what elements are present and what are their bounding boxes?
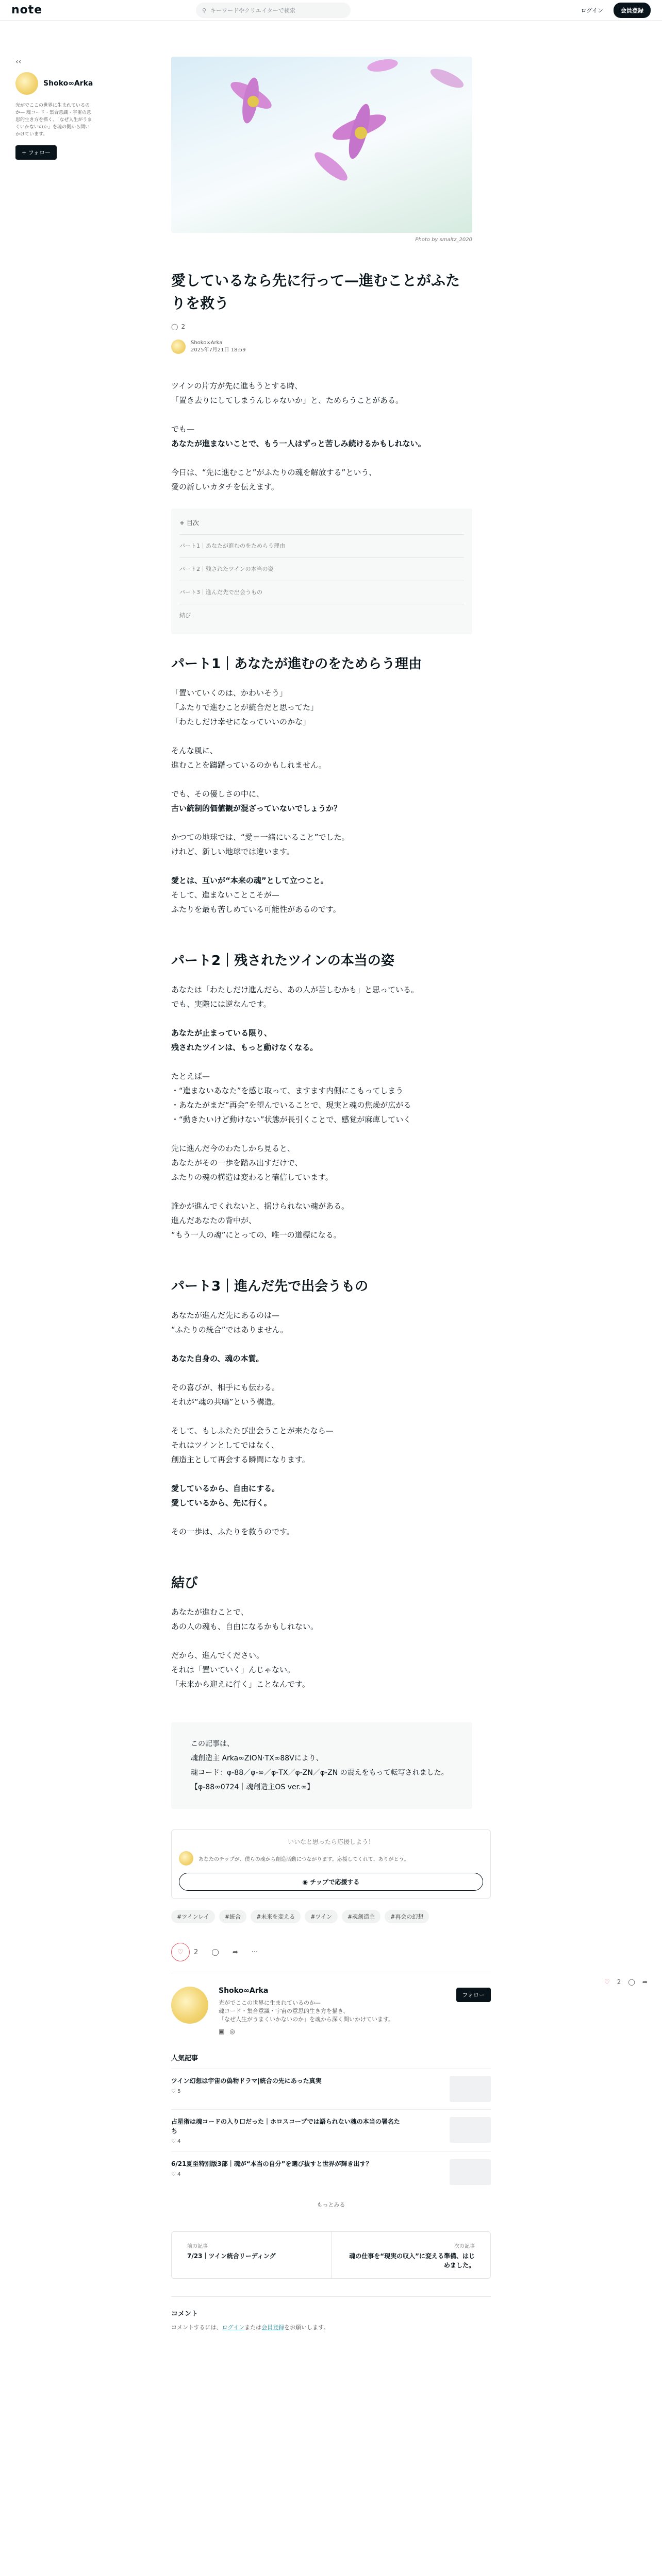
tag[interactable]: #再会の幻想 xyxy=(385,1910,429,1923)
sidebar-follow-label: フォロー xyxy=(28,149,51,156)
user-plus-icon: + xyxy=(22,149,28,156)
note-line: 魂コード：φ-88／φ-∞／φ-TX／φ-ZN／φ-ZN の震えをもって転写されました。 xyxy=(191,1769,449,1777)
tip-icon: ◉ xyxy=(302,1878,310,1886)
popular-articles xyxy=(171,2053,491,2209)
sidebar-creator[interactable] xyxy=(15,72,93,95)
rss-icon[interactable]: ◎ xyxy=(229,2028,235,2035)
article-main xyxy=(171,57,491,2331)
toc-item[interactable]: 結び xyxy=(179,604,464,627)
share-icon[interactable]: ➦ xyxy=(232,1948,238,1956)
paragraph: あなたは「わたしだけ進んだら、あの人が苦しむかも」と思っている。 でも、実際には逆なんです。 xyxy=(171,985,419,1009)
comment-icon[interactable]: ◯ xyxy=(211,1948,219,1956)
comment-section xyxy=(171,2296,491,2331)
article-title: 愛しているなら先に行って—進むことがふたりを救う xyxy=(171,272,460,312)
tag[interactable]: #未来を変える xyxy=(251,1910,301,1923)
paragraph: 「置いていくのは、かわいそう」 「ふたりで進むことが統合だと思ってた」 「わたしだけ幸せになっていいのかな」 xyxy=(171,688,319,726)
like-button[interactable] xyxy=(171,1943,190,1961)
popular-heading: 人気記事 xyxy=(171,2055,198,2062)
comment-login-link[interactable]: ログイン xyxy=(222,2324,245,2331)
comment-icon: ◯ xyxy=(171,323,178,330)
section-heading: パート2｜残されたツインの本当の姿 xyxy=(171,953,394,969)
tag[interactable]: #ツインレイ xyxy=(171,1910,215,1923)
author-card-bio: 光がでここの世界に生まれているのか— 魂コード・集合意識・宇宙の意思的生き方を描き、 「なぜ人生がうまくいかないのか」を魂から深く問いかけています。 xyxy=(219,1999,394,2023)
prev-label: 前の記事 xyxy=(187,2244,208,2249)
popular-thumbnail[interactable] xyxy=(450,2076,491,2102)
comment-icon[interactable]: ◯ xyxy=(628,1978,635,1986)
section-heading: 結び xyxy=(171,1575,198,1591)
floating-actions xyxy=(604,1978,648,1986)
sidebar-follow-button[interactable] xyxy=(15,145,57,160)
like-count: 2 xyxy=(617,1978,621,1986)
list-item[interactable] xyxy=(171,2069,491,2109)
more-link[interactable]: もっとみる xyxy=(317,2201,345,2208)
note-logo[interactable]: note xyxy=(11,4,43,16)
author-name[interactable]: Shoko∞Arka xyxy=(191,340,223,346)
popular-title[interactable]: 占星術は魂コードの入り口だった｜ホロスコープでは語られない魂の本当の署名たち xyxy=(171,2118,400,2134)
toc-item[interactable]: パート1｜あなたが進むのをためらう理由 xyxy=(179,534,464,557)
search-input[interactable] xyxy=(196,3,351,18)
login-link[interactable]: ログイン xyxy=(581,7,603,14)
note-line: 魂創造主 Arka∞ZION·TX∞88Vにより、 xyxy=(191,1754,323,1762)
section-heading: パート1｜あなたが進むのをためらう理由 xyxy=(171,656,422,672)
next-label: 次の記事 xyxy=(454,2244,475,2249)
paragraph: その一歩は、ふたりを救うのです。 xyxy=(171,1527,294,1536)
author-card-follow-button[interactable]: フォロー xyxy=(456,1988,491,2002)
paragraph: あなたが進むことで、 あの人の魂も、自由になるかもしれない。 xyxy=(171,1607,319,1631)
toc-item[interactable]: パート3｜進んだ先で出会うもの xyxy=(179,581,464,604)
popular-title[interactable]: ツイン幻想は宇宙の偽物ドラマ|統合の先にあった真実 xyxy=(171,2077,322,2084)
popular-title[interactable]: 6/21夏至特別版3部｜魂が“本当の自分”を選び抜すと世界が輝き出す？ xyxy=(171,2160,372,2167)
author-card xyxy=(171,1974,491,2035)
hero-image xyxy=(171,57,472,233)
popular-thumbnail[interactable] xyxy=(450,2159,491,2185)
article-body xyxy=(171,379,472,1809)
prev-article[interactable] xyxy=(172,2232,332,2278)
plus-icon: + xyxy=(179,519,187,527)
article-actions xyxy=(171,1943,491,1961)
paragraph: だから、進んでください。 それは「置いていく」んじゃない。 「未来から迎えに行く」ことなんです。 xyxy=(171,1651,310,1689)
tip-box xyxy=(171,1829,491,1899)
tag-list xyxy=(171,1910,491,1923)
sidebar-bio: 光がでここの世界に生まれているのか— 魂コード・集合意識・宇宙の意思的生き方を描く、「なぜ人生がうまくいかないのか」を魂の側から問いかけています。 xyxy=(15,103,92,137)
author-avatar[interactable] xyxy=(171,340,186,354)
search-placeholder: キーワードやクリエイターで検索 xyxy=(210,7,295,14)
comment-heading: コメント xyxy=(171,2310,198,2318)
tag[interactable]: #統合 xyxy=(219,1910,246,1923)
paragraph: 先に進んだ今のわたしから見ると、 あなたがその一歩を踏み出すだけで、 ふたりの魂の構造は変わると確信しています。 xyxy=(171,1144,333,1182)
article-author[interactable] xyxy=(171,340,491,354)
intro-paragraph: ツインの片方が先に進もうとする時、 「置き去りにしてしまうんじゃないか」と、ためらうことがある。 xyxy=(171,381,404,405)
like-count: 2 xyxy=(181,323,186,330)
avatar[interactable] xyxy=(15,72,38,95)
creator-sidebar xyxy=(15,58,93,160)
list-item[interactable] xyxy=(171,2151,491,2192)
tip-avatar xyxy=(179,1851,193,1866)
paragraph: その喜びが、相手にも伝わる。 それが“魂の共鳴”という構造。 xyxy=(171,1383,280,1406)
search-icon: ⚲ xyxy=(202,7,207,14)
paragraph: あなた自身の、魂の本質。 xyxy=(171,1354,264,1363)
paragraph: あなたが止まっている限り、 残されたツインは、もっと動けなくなる。 xyxy=(171,1028,318,1052)
note-line: 【φ-88∞0724｜魂創造主OS ver.∞】 xyxy=(191,1783,315,1791)
tip-button-label: チップで応援する xyxy=(310,1878,360,1886)
next-title[interactable]: 魂の仕事を“現実の収入”に変える準備、はじめました。 xyxy=(349,2252,475,2269)
popular-likes: ♡ 4 xyxy=(171,2172,181,2177)
popular-likes: ♡ 4 xyxy=(171,2139,181,2144)
author-card-name[interactable]: Shoko∞Arka xyxy=(219,1987,269,1995)
table-of-contents xyxy=(171,509,472,634)
intro-paragraph: でも— あなたが進まないことで、もう一人はずっと苦しみ続けるかもしれない。 xyxy=(171,425,426,448)
paragraph: そんな風に、 進むことを躊躇っているのかもしれません。 xyxy=(171,746,326,770)
note-line: この記事は、 xyxy=(191,1740,234,1748)
next-article[interactable] xyxy=(332,2232,491,2278)
section-heading: パート3｜進んだ先で出会うもの xyxy=(171,1279,369,1294)
chevron-left-icon[interactable]: ‹‹ xyxy=(15,58,22,66)
tip-message-row xyxy=(179,1851,483,1866)
global-header xyxy=(0,0,662,21)
paragraph: 愛とは、互いが“本来の魂”として立つこと。 そして、進まないことこそが— ふたりを最も苦しめている可能性があるのです。 xyxy=(171,876,341,914)
header-likes[interactable] xyxy=(171,323,491,330)
publish-date: 2025年7月21日 18:59 xyxy=(191,347,246,353)
popular-thumbnail[interactable] xyxy=(450,2117,491,2143)
more-icon[interactable]: ··· xyxy=(251,1948,258,1956)
article-note-box xyxy=(171,1722,472,1809)
list-item[interactable] xyxy=(171,2109,491,2151)
author-card-avatar[interactable] xyxy=(171,1987,208,2024)
heart-icon[interactable]: ♡ xyxy=(604,1978,610,1986)
comment-signup-link[interactable]: 会員登録 xyxy=(261,2324,285,2331)
toc-item[interactable]: パート2｜残されたツインの本当の姿 xyxy=(179,557,464,581)
tip-message: あなたのチップが、僕らの魂から創造活動につながります。応援してくれて、ありがとう。 xyxy=(198,1856,409,1862)
paragraph: 誰かが進んでくれないと、揺けられない魂がある。 進んだあなたの背中が、 “もう一人の魂”にとっての、唯一の道標になる。 xyxy=(171,1201,350,1240)
paragraph: そして、もしふたたび出会うことが来たなら— それはツインとしてではなく、 創造主として再会する瞬間になります。 xyxy=(171,1426,334,1464)
paragraph: でも、その優しさの中に、 古い統制的価値観が混ざっていないでしょうか？ xyxy=(171,789,342,813)
tip-title: いいなと思ったら応援しよう！ xyxy=(287,1838,374,1845)
toc-title[interactable]: + 目次 xyxy=(179,519,199,527)
popular-likes: ♡ 5 xyxy=(171,2089,181,2094)
paragraph: かつての地球では、“愛＝一緒にいること”でした。 けれど、新しい地球では違います。 xyxy=(171,833,350,856)
paragraph: たとえば— ・“進まないあなた”を感じ取って、ますます内側にこもってしまう ・あなたがまだ“再会”を望んでいることで、現実と魂の焦燥が広がる ・“動きたいけど動けない”状態が長引くことで、感覚が麻痺していく xyxy=(171,1072,411,1124)
instagram-icon[interactable]: ▣ xyxy=(219,2028,225,2035)
photo-credit[interactable]: Photo by smaltz_2020 xyxy=(415,237,472,243)
share-icon[interactable]: ➦ xyxy=(642,1978,648,1986)
tag[interactable]: #魂創造主 xyxy=(342,1910,380,1923)
heart-icon: ♡ xyxy=(177,1948,184,1956)
intro-paragraph: 今日は、“先に進むこと”がふたりの魂を解放する”という、 愛の新しいカタチを伝えます。 xyxy=(171,468,377,492)
prev-title[interactable]: 7/23｜ツイン統合リーディング xyxy=(187,2252,276,2260)
tip-button[interactable] xyxy=(179,1873,483,1891)
tag[interactable]: #ツイン xyxy=(305,1910,338,1923)
sidebar-creator-name[interactable]: Shoko∞Arka xyxy=(43,79,93,88)
paragraph: 愛しているから、自由にする。 愛しているから、先に行く。 xyxy=(171,1484,280,1507)
comment-prompt: コメントするには、ログインまたは会員登録をお願いします。 xyxy=(171,2324,329,2331)
like-count: 2 xyxy=(194,1948,198,1956)
paragraph: あなたが進んだ先にあるのは— “ふたりの統合”ではありません。 xyxy=(171,1311,288,1334)
signup-button[interactable]: 会員登録 xyxy=(614,3,651,18)
article-pagination xyxy=(171,2231,491,2279)
